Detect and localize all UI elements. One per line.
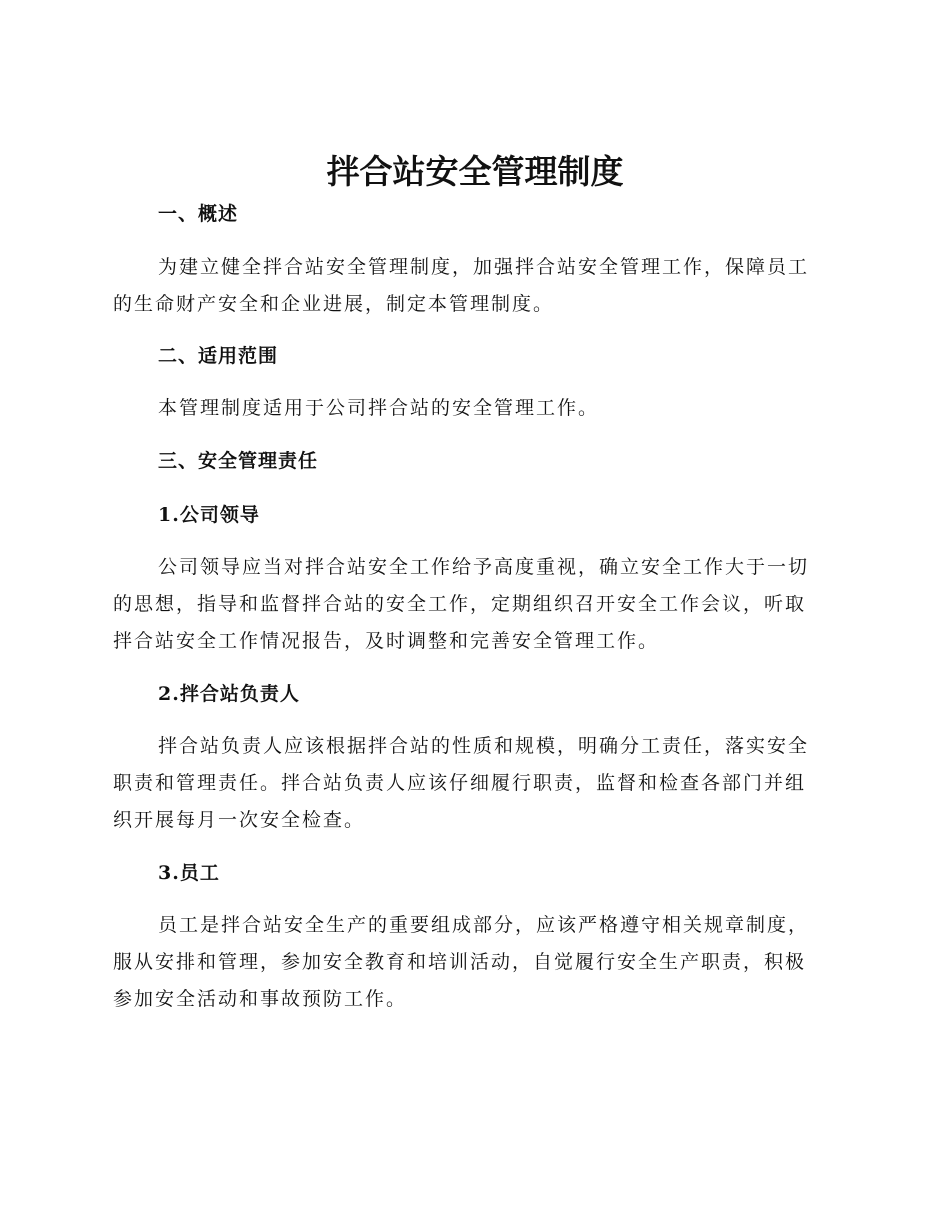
section-heading-scope: 二、适用范围 — [158, 345, 279, 367]
paragraph-line: 服从安排和管理，参加安全教育和培训活动，自觉履行安全生产职责，积极 — [113, 951, 807, 973]
paragraph-line: 的生命财产安全和企业进展，制定本管理制度。 — [113, 293, 555, 315]
paragraph-line: 参加安全活动和事故预防工作。 — [113, 988, 408, 1010]
paragraph-leadership — [113, 549, 833, 660]
paragraph-line: 拌合站安全工作情况报告，及时调整和完善安全管理工作。 — [113, 630, 660, 652]
section-heading-overview: 一、概述 — [158, 203, 239, 225]
paragraph-scope — [113, 390, 833, 427]
paragraph-line: 拌合站负责人应该根据拌合站的性质和规模，明确分工责任，落实安全 — [158, 735, 810, 757]
page-title: 拌合站安全管理制度 — [326, 152, 624, 191]
paragraph-line: 织开展每月一次安全检查。 — [113, 809, 366, 831]
subsection-heading-staff: 3.员工 — [158, 862, 220, 884]
paragraph-line: 公司领导应当对拌合站安全工作给予高度重视，确立安全工作大于一切 — [158, 556, 810, 578]
paragraph-line: 职责和管理责任。拌合站负责人应该仔细履行职责，监督和检查各部门并组 — [113, 772, 807, 794]
paragraph-staff — [113, 907, 833, 1018]
paragraph-overview — [113, 249, 833, 323]
section-heading-responsibility: 三、安全管理责任 — [158, 450, 319, 472]
paragraph-station-head — [113, 728, 833, 839]
subsection-heading-leadership: 1.公司领导 — [158, 504, 260, 526]
paragraph-line: 的思想，指导和监督拌合站的安全工作，定期组织召开安全工作会议，听取 — [113, 593, 807, 615]
paragraph-line: 员工是拌合站安全生产的重要组成部分，应该严格遵守相关规章制度， — [158, 914, 810, 936]
paragraph-line: 本管理制度适用于公司拌合站的安全管理工作。 — [158, 397, 600, 419]
subsection-heading-station-head: 2.拌合站负责人 — [158, 683, 300, 705]
paragraph-line: 为建立健全拌合站安全管理制度，加强拌合站安全管理工作，保障员工 — [158, 256, 810, 278]
